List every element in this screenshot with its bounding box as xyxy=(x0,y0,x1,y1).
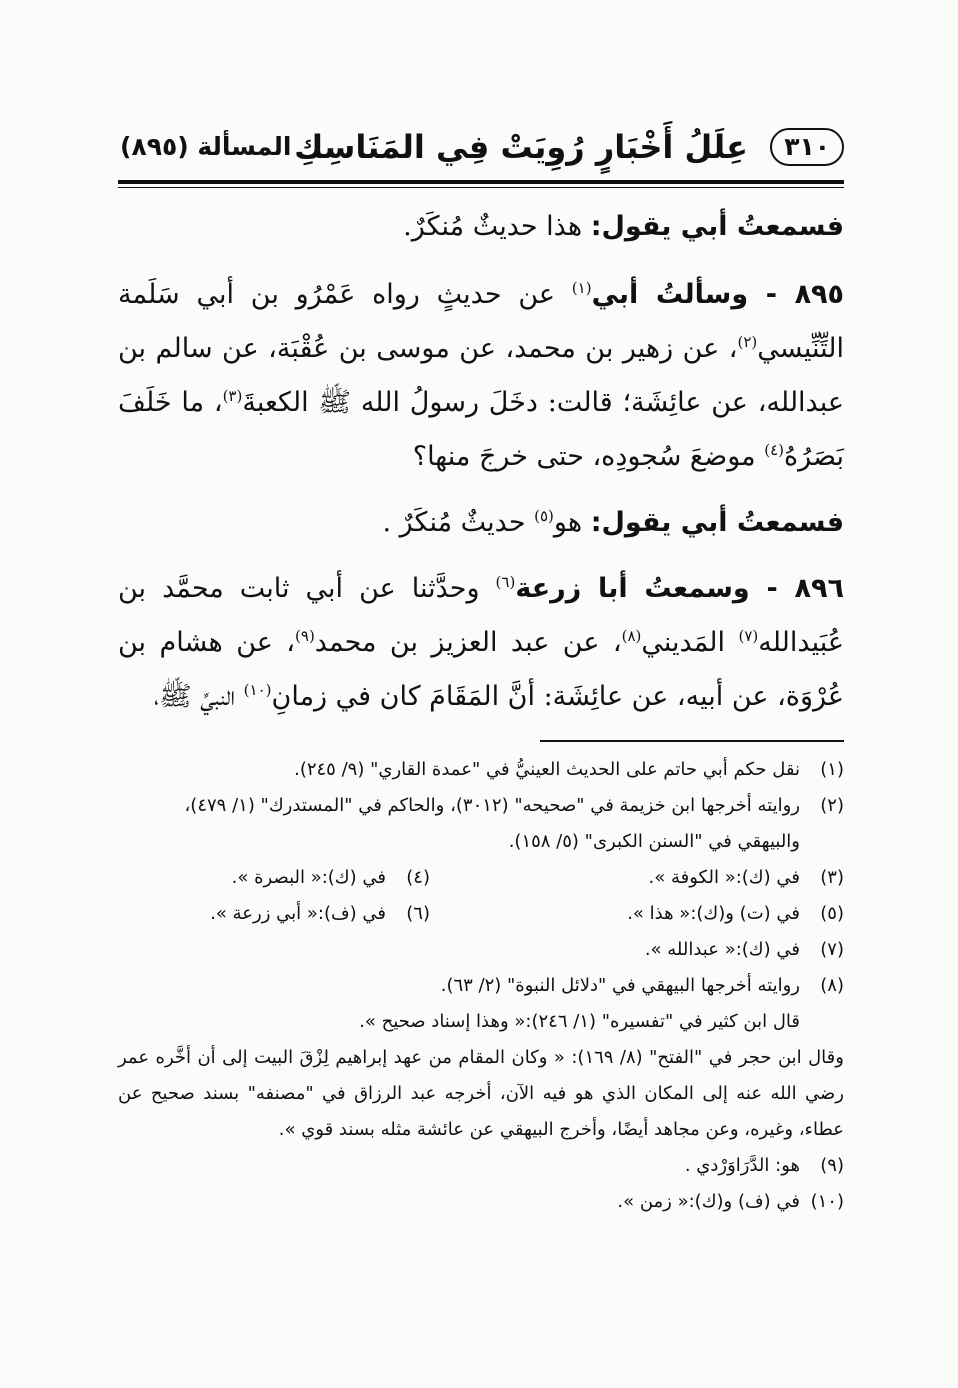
footnote-number: (١) xyxy=(820,759,844,780)
footnote-ref: (٢) xyxy=(737,333,758,351)
footnote-ref: (٨) xyxy=(621,627,642,645)
footnote-ref: (٦) xyxy=(495,573,516,591)
footnote-ref: (١٠) xyxy=(243,681,272,699)
footnote-5 xyxy=(430,896,844,932)
paragraph-text: ، عن زهير بن محمد، عن موسى بن عُقْبَة، عن سالم بن عبدالله، عن عائِشَة؛ قالت: دخَلَ رسولُ الله ﷺ الكعبةَ xyxy=(118,333,844,418)
footnote-ref: (٤) xyxy=(764,441,785,459)
footnote-ref: (٣) xyxy=(222,387,243,405)
footnote-number: (٧) xyxy=(820,939,844,960)
footnote-number: (١٠) xyxy=(810,1191,844,1212)
footnote-text: في (ك):« الكوفة ». xyxy=(648,867,800,888)
footnote-8-continuation xyxy=(118,1004,844,1040)
footnote-9 xyxy=(118,1148,844,1184)
footnote-ref: (٥) xyxy=(534,507,554,525)
footnote-3 xyxy=(430,860,844,896)
speaker-phrase: فسمعتُ أبي يقول: xyxy=(590,507,844,538)
footnote-6 xyxy=(30,896,430,932)
footnote-7 xyxy=(118,932,844,968)
paragraph-text: موضعَ سُجودِه، حتى خرجَ منها؟ xyxy=(412,441,765,472)
book-title: عِلَلُ أَخْبَارٍ رُوِيَتْ فِي المَنَاسِكِ xyxy=(294,128,748,166)
footnote-text: روايته أخرجها البيهقي في "دلائل النبوة" (٢/ ٦٣). xyxy=(440,975,800,996)
header-rule-thin xyxy=(118,187,844,188)
paragraph-text: ، عن هشام بن عُرْوَة، عن أبيه، عن عائِشَة: أنَّ المَقَامَ كان في زمانِ xyxy=(118,627,844,712)
footnote-1 xyxy=(118,752,844,788)
paragraph-text: هو xyxy=(553,507,591,538)
footnote-number: (٦) xyxy=(406,903,430,924)
paragraph-text: ، عن عبد العزيز بن محمد xyxy=(314,627,622,658)
paragraph-text: النبيِّ ﷺ، xyxy=(153,681,244,712)
footnote-ref: (٧) xyxy=(738,627,759,645)
paragraph-issue-895 xyxy=(118,268,844,484)
issue-label: المسألة (٨٩٥) xyxy=(120,132,292,161)
footnote-text: نقل حكم أبي حاتم على الحديث العينيُّ في "عمدة القاري" (٩/ ٢٤٥). xyxy=(294,759,800,780)
paragraph-text: هذا حديثٌ مُنكَرٌ. xyxy=(403,211,591,242)
paragraph-text: المَديني xyxy=(641,627,739,658)
footnote-8 xyxy=(118,968,844,1004)
footnote-text: روايته أخرجها ابن خزيمة في "صحيحه" (٣٠١٢)، والحاكم في "المستدرك" (١/ ٤٧٩)، والبيهقي في "السنن الكبرى" (٥/ ١٥٨). xyxy=(184,795,800,852)
issue-number: ٨٩٥ - وسألتُ أبي xyxy=(591,279,845,310)
footnote-number: (٥) xyxy=(820,903,844,924)
speaker-phrase: فسمعتُ أبي يقول: xyxy=(590,211,844,242)
main-text xyxy=(118,200,844,736)
footnote-text: في (ف) و(ك):« زمن ». xyxy=(617,1191,800,1212)
footnote-4 xyxy=(30,860,430,896)
footnote-ref: (٩) xyxy=(295,627,315,645)
footnote-number: (٣) xyxy=(820,867,844,888)
footnote-2 xyxy=(118,788,844,860)
footnote-8-quote xyxy=(118,1040,844,1148)
header-rule xyxy=(118,180,844,184)
footnote-ref: (١) xyxy=(571,279,592,297)
footnote-text: هو: الدَّرَاوَرْدي . xyxy=(684,1155,800,1176)
paragraph-text: ، ما خَلَفَ بَصَرُهُ xyxy=(118,387,844,472)
paragraph-text: حديثٌ مُنكَرٌ . xyxy=(382,507,535,538)
paragraph-text: عن حديثٍ رواه عَمْرُو بن أبي سَلَمة التِّنِّيسي xyxy=(118,279,844,364)
paragraph-text: وحدَّثنا عن أبي ثابت محمَّد بن عُبَيدالله xyxy=(118,573,844,658)
footnote-text: في (ك):« عبدالله ». xyxy=(644,939,800,960)
footnote-number: (٢) xyxy=(820,795,844,816)
footnote-text: وقال ابن حجر في "الفتح" (٨/ ١٦٩): « وكان المقام من عهد إبراهيم لِزْقَ البيت إلى أن أخَّره عمر رضي الله عنه إلى المكان الذي هو فيه الآن، أخرجه عبد الرزاق في "مصنفه" بسند صحيح عن عطاء، وغيره، وعن مجاهد أيضًا، وأخرج البيهقي عن عائشة مثله بسند قوي ». xyxy=(118,1047,844,1140)
footnotes xyxy=(118,752,844,1220)
page-number: ٣١٠ xyxy=(770,128,844,166)
footnote-separator xyxy=(540,740,844,742)
issue-number: ٨٩٦ - وسمعتُ أبا زرعة xyxy=(515,573,844,604)
footnote-text: في (ت) و(ك):« هذا ». xyxy=(627,903,800,924)
footnote-row xyxy=(118,896,844,932)
footnote-number: (٩) xyxy=(820,1155,844,1176)
footnote-number: (٤) xyxy=(406,867,430,888)
footnote-number: (٨) xyxy=(820,975,844,996)
footnote-row xyxy=(118,860,844,896)
footnote-10 xyxy=(118,1184,844,1220)
footnote-text: في (ف):« أبي زرعة ». xyxy=(210,903,386,924)
paragraph-1 xyxy=(118,200,844,254)
footnote-text: قال ابن كثير في "تفسيره" (١/ ٢٤٦):« وهذا إسناد صحيح ». xyxy=(359,1011,800,1032)
running-header xyxy=(118,118,844,178)
paragraph-issue-896 xyxy=(118,562,844,724)
footnote-text: في (ك):« البصرة ». xyxy=(231,867,386,888)
paragraph-3 xyxy=(118,496,844,550)
